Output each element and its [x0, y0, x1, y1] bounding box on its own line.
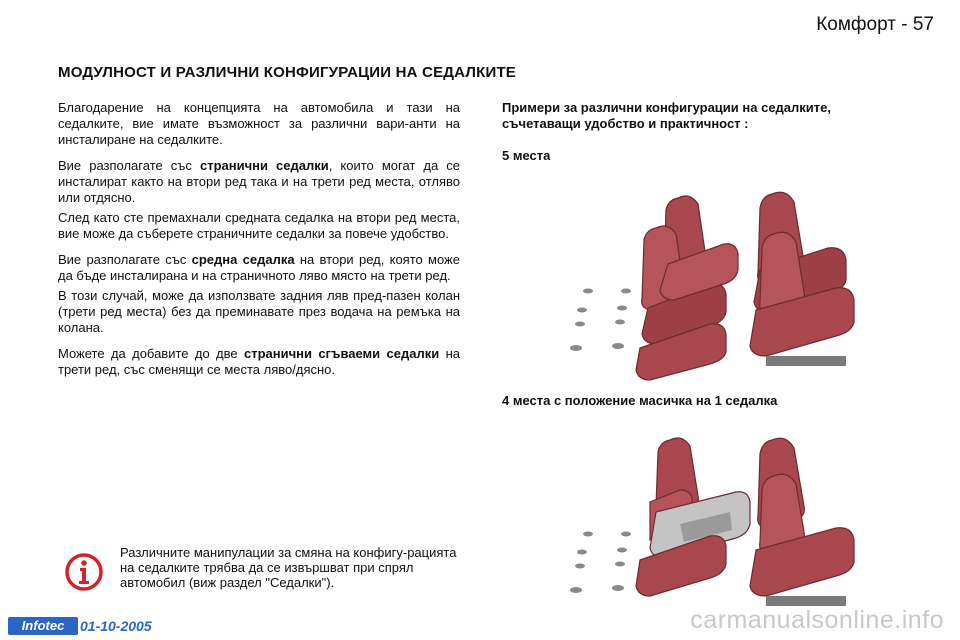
bold-side-seats: странични седалки	[199, 158, 329, 173]
paragraph-side-seats: Вие разполагате със странични седалки, които могат да се инсталират както на втори ред така и на трети ред места, отляво или отдясно.	[58, 158, 460, 205]
label-4-seats-table: 4 места с положение масичка на 1 седалка	[502, 393, 778, 408]
label-5-seats: 5 места	[502, 148, 551, 163]
examples-heading: Примери за различни конфигурации на седалките, съчетаващи удобство и практичност :	[502, 100, 831, 131]
infotec-logo: Infotec	[8, 617, 78, 635]
page-title: МОДУЛНОСТ И РАЗЛИЧНИ КОНФИГУРАЦИИ НА СЕДАЛКИТЕ	[58, 64, 517, 81]
seat-row-right	[750, 438, 854, 606]
floor-anchors	[570, 289, 631, 352]
floor-anchors	[570, 532, 631, 594]
bold-folding-seats: странични сгъваеми седалки	[243, 346, 440, 361]
bold-middle-seat: средна седалка	[191, 252, 295, 267]
watermark: carmanualsonline.info	[690, 606, 944, 634]
page-header: Комфорт - 57	[816, 14, 934, 35]
paragraph-seatbelt: В този случай, може да използвате задния ляв пред-пазен колан (трети ред места) без да преминавате през водача на ремъка на колана.	[58, 288, 460, 335]
info-icon	[64, 552, 104, 592]
safety-note: Различните манипулации за смяна на конфигу-рацията на седалките трябва да се извършват при спрял автомобил (виж раздел "Седалки").	[120, 545, 457, 590]
seat-row-left	[636, 196, 738, 380]
left-column	[58, 100, 460, 388]
seats-5-illustration	[560, 188, 870, 383]
seat-row-left	[636, 438, 750, 596]
paragraph-folding-seats: Можете да добавите до две странични сгъваеми седалки на трети ред, със сменящи се места ляво/дясно.	[58, 346, 460, 377]
paragraph-intro: Благодарение на концепцията на автомобила и тази на седалките, вие имате възможност за различни вари-анти на инсталиране на седалките.	[58, 100, 460, 147]
seat-row-right	[750, 192, 854, 366]
paragraph-remove-middle: След като сте премахнали средната седалка на втори ред места, вие може да съберете страничните седалки за повече удобство.	[58, 210, 460, 241]
paragraph-middle-seat: Вие разполагате със средна седалка на втори ред, която може да бъде инсталирана и на страничното ляво място на трети ред.	[58, 252, 460, 283]
seats-4-table-illustration	[560, 432, 870, 612]
footer-date: 01-10-2005	[80, 618, 152, 634]
